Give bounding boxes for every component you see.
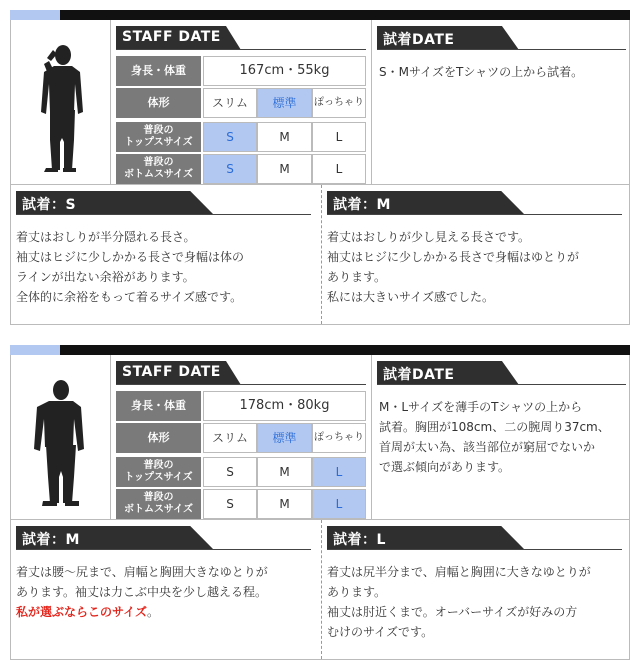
body-option-plump: ぽっちゃり <box>312 88 366 118</box>
tops-size-l: L <box>312 457 366 487</box>
staff-date-header: STAFF DATE <box>116 26 366 52</box>
fitting-results <box>10 520 630 660</box>
body-option-standard: 標準 <box>257 423 312 453</box>
height-weight-label: 身長・体重 <box>116 391 201 421</box>
bottoms-size-s: S <box>203 154 257 184</box>
height-weight-row <box>116 391 366 421</box>
tops-size-s: S <box>203 122 257 152</box>
staff-profile <box>10 355 630 520</box>
body-type-label: 体形 <box>116 88 201 118</box>
fitting-result-m: 試着：M 着丈はおしりが少し見える長さです。 袖丈はヒジに少しかかる長さで身幅はゆとりが あります。 私には大きいサイズ感でした。 <box>321 185 630 324</box>
bottoms-size-label: 普段の ボトムスサイズ <box>116 154 201 184</box>
body-option-plump: ぽっちゃり <box>312 423 366 453</box>
body-type-row <box>116 423 366 453</box>
height-weight-row <box>116 56 366 86</box>
section-accent <box>10 345 60 355</box>
height-weight-value: 167cm・55kg <box>203 56 366 86</box>
bottoms-size-m: M <box>257 489 312 519</box>
fitting-result-title: 試着：M <box>22 532 80 548</box>
bottoms-size-m: M <box>257 154 312 184</box>
staff-date-header: STAFF DATE <box>116 361 366 387</box>
bottoms-size-row <box>116 489 366 519</box>
staff-figure <box>11 20 111 184</box>
fitting-result-s: 試着：S 着丈はおしりが半分隠れる長さ。 袖丈はヒジに少しかかる長さで身幅は体の ラインが出ない余裕があります。 全体的に余裕をもって着るサイズ感です。 <box>11 185 321 324</box>
fitting-result-title: 試着：S <box>22 197 77 213</box>
tops-size-l: L <box>312 122 366 152</box>
bottoms-size-row <box>116 154 366 184</box>
fitting-date-header: 試着DATE <box>377 26 626 52</box>
tops-size-label: 普段の トップスサイズ <box>116 457 201 487</box>
fitting-date-panel <box>371 355 630 519</box>
staff-info <box>116 361 366 515</box>
staff-profile <box>10 20 630 185</box>
body-option-standard: 標準 <box>257 88 312 118</box>
fitting-result-m: 試着：M 着丈は腰〜尻まで、肩幅と胸囲大きなゆとりが あります。袖丈は力こぶ中央を少し越える程。 私が選ぶならこのサイズ。 <box>11 520 321 659</box>
tops-size-row <box>116 457 366 487</box>
tops-size-row <box>116 122 366 152</box>
body-option-slim: スリム <box>203 88 257 118</box>
bottoms-size-l: L <box>312 489 366 519</box>
fitting-date-header: 試着DATE <box>377 361 626 387</box>
tops-size-m: M <box>257 457 312 487</box>
tops-size-label: 普段の トップスサイズ <box>116 122 201 152</box>
section-top-bar <box>10 10 630 20</box>
height-weight-value: 178cm・80kg <box>203 391 366 421</box>
recommended-size-note: 私が選ぶならこのサイズ <box>16 605 148 619</box>
staff-info <box>116 26 366 180</box>
bottoms-size-l: L <box>312 154 366 184</box>
body-type-row <box>116 88 366 118</box>
staff-section-2 <box>10 345 630 660</box>
fitting-date-panel <box>371 20 630 184</box>
section-top-bar <box>10 345 630 355</box>
staff-section-1 <box>10 10 630 325</box>
body-type-label: 体形 <box>116 423 201 453</box>
tops-size-s: S <box>203 457 257 487</box>
section-accent <box>10 10 60 20</box>
bottoms-size-s: S <box>203 489 257 519</box>
fitting-result-l: 試着：L 着丈は尻半分まで、肩幅と胸囲に大きなゆとりが あります。 袖丈は肘近くまで。オーバーサイズが好みの方 むけのサイズです。 <box>321 520 630 659</box>
fitting-results <box>10 185 630 325</box>
body-option-slim: スリム <box>203 423 257 453</box>
person-standing-silhouette-icon <box>33 379 89 509</box>
fitting-result-title: 試着：M <box>333 197 391 213</box>
tops-size-m: M <box>257 122 312 152</box>
bottoms-size-label: 普段の ボトムスサイズ <box>116 489 201 519</box>
fitting-date-text: M・Lサイズを薄手のTシャツの上から 試着。胸囲が108cm、二の腕周り37cm、 首周が太い為、該当部位が窮屈でないか で選ぶ傾向があります。 <box>379 400 610 474</box>
person-on-phone-silhouette-icon <box>33 44 89 174</box>
fitting-date-text: S・MサイズをTシャツの上から試着。 <box>379 65 584 79</box>
height-weight-label: 身長・体重 <box>116 56 201 86</box>
staff-figure <box>11 355 111 519</box>
fitting-result-title: 試着：L <box>333 532 386 548</box>
